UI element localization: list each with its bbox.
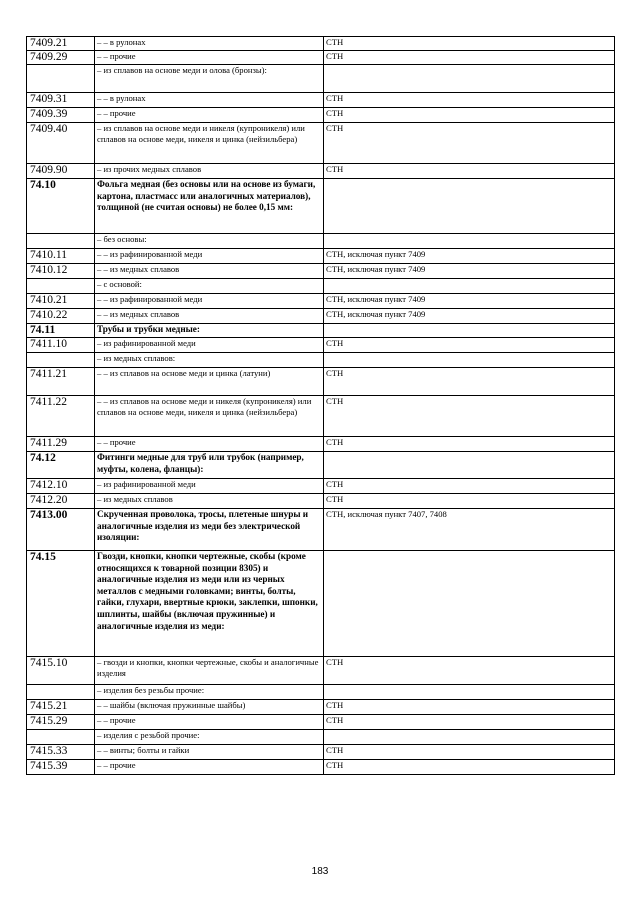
hs-code-cell: 7409.29 [27,51,95,65]
rule-cell: СТН, исключая пункт 7409 [324,249,615,264]
description-cell: Фольга медная (без основы или на основе из бумаги, картона, пластмасс или аналогичных материалов), толщиной (не считая основы) не более 0,15 мм: [95,179,324,234]
table-row [27,179,615,234]
hs-code-cell: 7415.33 [27,745,95,760]
rule-cell: СТН [324,368,615,396]
table-row [27,353,615,368]
hs-code-cell: 7411.10 [27,338,95,353]
hs-code-cell: 7413.00 [27,509,95,551]
rule-cell: СТН [324,657,615,685]
rule-cell: СТН [324,437,615,452]
hs-code-cell [27,234,95,249]
rule-cell: СТН [324,37,615,51]
table-row [27,294,615,309]
rule-cell: СТН, исключая пункт 7409 [324,264,615,279]
rule-cell: СТН, исключая пункт 7407, 7408 [324,509,615,551]
description-cell: – из прочих медных сплавов [95,164,324,179]
tariff-table-container [26,36,614,775]
description-cell: – – прочие [95,760,324,775]
page-number: 183 [311,866,329,877]
table-row [27,452,615,479]
hs-code-cell: 7409.40 [27,123,95,164]
hs-code-cell: 74.15 [27,551,95,657]
table-row [27,760,615,775]
description-cell: – – из рафинированной меди [95,294,324,309]
description-cell: – – из сплавов на основе меди и цинка (латуни) [95,368,324,396]
description-cell: – – в рулонах [95,37,324,51]
hs-code-cell: 7411.21 [27,368,95,396]
table-row [27,730,615,745]
hs-code-cell: 7410.22 [27,309,95,324]
table-row [27,93,615,108]
description-cell: – изделия с резьбой прочие: [95,730,324,745]
hs-code-cell: 7412.10 [27,479,95,494]
rule-cell: СТН [324,700,615,715]
description-cell: – из сплавов на основе меди и олова (бронзы): [95,65,324,93]
description-cell: – из сплавов на основе меди и никеля (купроникеля) или сплавов на основе меди, никеля и цинка (нейзильбера) [95,123,324,164]
hs-code-cell: 7410.11 [27,249,95,264]
table-row [27,509,615,551]
description-cell: – изделия без резьбы прочие: [95,685,324,700]
rule-cell: СТН [324,715,615,730]
rule-cell: СТН [324,51,615,65]
description-cell: – – шайбы (включая пружинные шайбы) [95,700,324,715]
description-cell: Фитинги медные для труб или трубок (например, муфты, колена, фланцы): [95,452,324,479]
rule-cell: СТН [324,93,615,108]
table-row [27,51,615,65]
table-row [27,715,615,730]
description-cell: – гвозди и кнопки, кнопки чертежные, скобы и аналогичные изделия [95,657,324,685]
description-cell: – – прочие [95,715,324,730]
hs-code-cell [27,279,95,294]
rule-cell [324,551,615,657]
rule-cell [324,353,615,368]
hs-code-cell [27,353,95,368]
description-cell: Трубы и трубки медные: [95,324,324,338]
table-row [27,309,615,324]
table-row [27,279,615,294]
hs-code-cell [27,685,95,700]
hs-code-cell: 7409.31 [27,93,95,108]
table-row [27,685,615,700]
rule-cell [324,234,615,249]
rule-cell [324,452,615,479]
hs-code-cell [27,65,95,93]
hs-code-cell: 7415.39 [27,760,95,775]
rule-cell: СТН [324,338,615,353]
hs-code-cell: 7410.21 [27,294,95,309]
rule-cell: СТН, исключая пункт 7409 [324,309,615,324]
rule-cell: СТН [324,396,615,437]
table-row [27,123,615,164]
hs-code-cell: 7415.21 [27,700,95,715]
hs-code-cell: 7409.39 [27,108,95,123]
hs-code-cell: 7410.12 [27,264,95,279]
table-row [27,108,615,123]
description-cell: – – из рафинированной меди [95,249,324,264]
table-row [27,65,615,93]
rule-cell [324,179,615,234]
description-cell: Скрученная проволока, тросы, плетеные шнуры и аналогичные изделия из меди без электрической изоляции: [95,509,324,551]
table-row [27,396,615,437]
table-row [27,494,615,509]
description-cell: – с основой: [95,279,324,294]
description-cell: – – из сплавов на основе меди и никеля (купроникеля) или сплавов на основе меди, никеля и цинка (нейзильбера) [95,396,324,437]
rule-cell: СТН [324,745,615,760]
table-row [27,657,615,685]
hs-code-cell: 7409.90 [27,164,95,179]
table-row [27,338,615,353]
description-cell: Гвозди, кнопки, кнопки чертежные, скобы (кроме относящихся к товарной позиции 8305) и аналогичные изделия из меди или из черных металлов с медными головками; винты, болты, гайки, глухари, ввертные крюки, заклепки, шпонки, шплинты, шайбы (включая пружинные) и аналогичные изделия из меди: [95,551,324,657]
description-cell: – – прочие [95,437,324,452]
description-cell: – – из медных сплавов [95,309,324,324]
rule-cell: СТН [324,108,615,123]
tariff-table-body [27,37,615,775]
rule-cell: СТН, исключая пункт 7409 [324,294,615,309]
description-cell: – – в рулонах [95,93,324,108]
table-row [27,37,615,51]
hs-code-cell: 7415.29 [27,715,95,730]
hs-code-cell: 74.10 [27,179,95,234]
hs-code-cell [27,730,95,745]
description-cell: – из медных сплавов [95,494,324,509]
rule-cell [324,65,615,93]
hs-code-cell: 74.11 [27,324,95,338]
rule-cell: СТН [324,123,615,164]
table-row [27,264,615,279]
rule-cell: СТН [324,479,615,494]
description-cell: – из рафинированной меди [95,338,324,353]
hs-code-cell: 7415.10 [27,657,95,685]
description-cell: – из рафинированной меди [95,479,324,494]
table-row [27,324,615,338]
rule-cell [324,685,615,700]
table-row [27,479,615,494]
hs-code-cell: 74.12 [27,452,95,479]
description-cell: – без основы: [95,234,324,249]
description-cell: – – прочие [95,108,324,123]
rule-cell [324,279,615,294]
table-row [27,164,615,179]
table-row [27,437,615,452]
rule-cell: СТН [324,760,615,775]
tariff-table [26,36,615,775]
table-row [27,249,615,264]
rule-cell [324,324,615,338]
table-row [27,700,615,715]
hs-code-cell: 7411.29 [27,437,95,452]
table-row [27,745,615,760]
hs-code-cell: 7412.20 [27,494,95,509]
description-cell: – – из медных сплавов [95,264,324,279]
description-cell: – – прочие [95,51,324,65]
table-row [27,234,615,249]
description-cell: – из медных сплавов: [95,353,324,368]
description-cell: – – винты; болты и гайки [95,745,324,760]
rule-cell: СТН [324,164,615,179]
table-row [27,551,615,657]
hs-code-cell: 7409.21 [27,37,95,51]
hs-code-cell: 7411.22 [27,396,95,437]
table-row [27,368,615,396]
rule-cell: СТН [324,494,615,509]
rule-cell [324,730,615,745]
